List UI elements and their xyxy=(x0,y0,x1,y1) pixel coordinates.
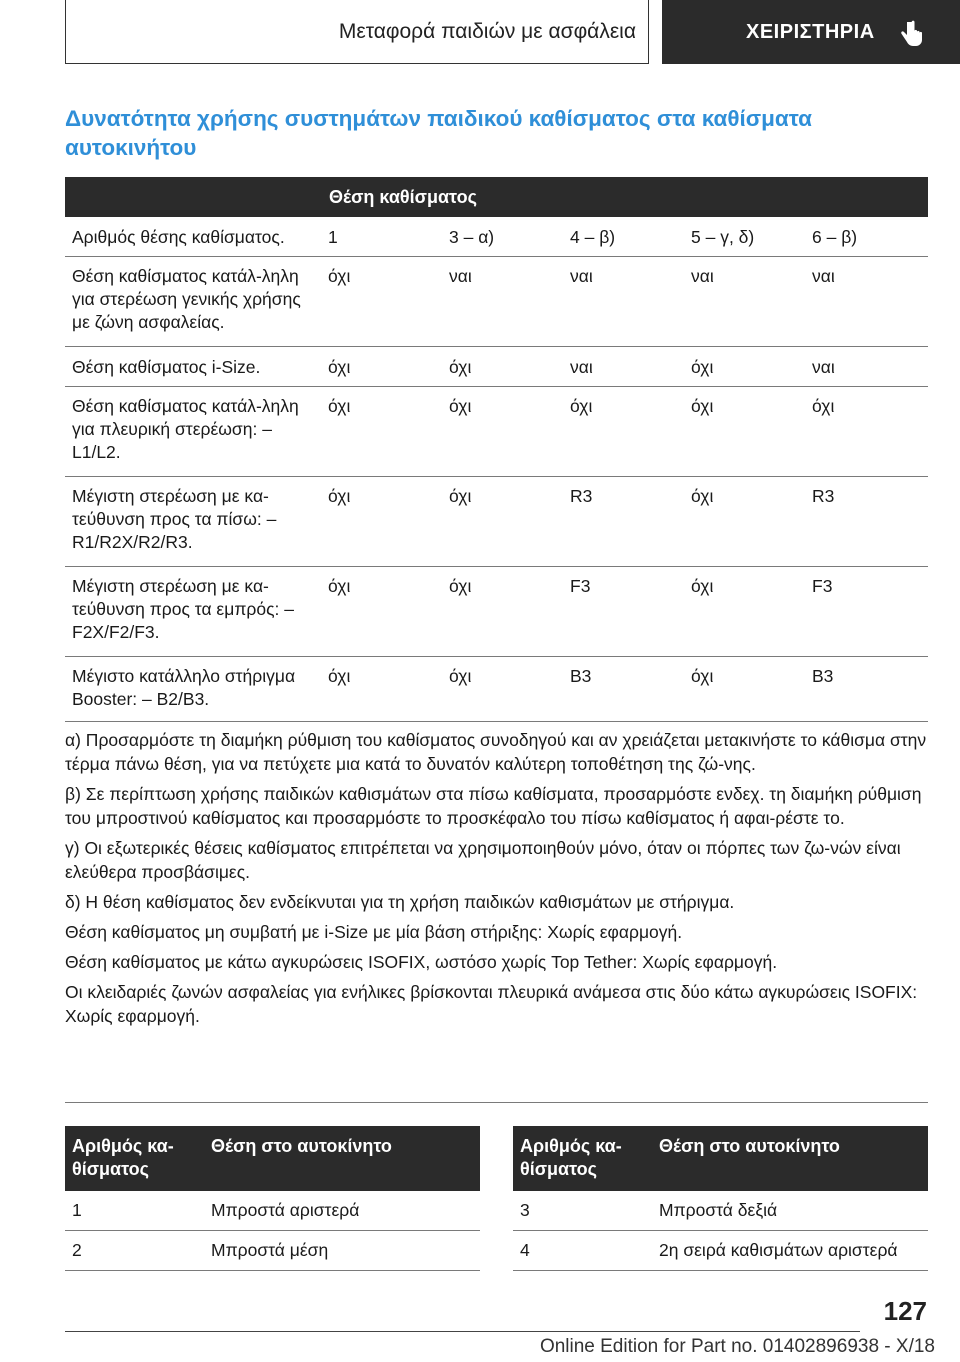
table-row xyxy=(65,657,928,722)
table-row xyxy=(65,477,928,567)
table-header xyxy=(65,1126,480,1191)
table-cell: όχι xyxy=(328,357,351,377)
col-seat-number-header: Αριθμός κα-θίσματος xyxy=(520,1136,622,1179)
table-cell: ναι xyxy=(691,266,714,286)
table-cell: όχι xyxy=(328,576,351,596)
table-cell: ναι xyxy=(570,357,593,377)
header-section xyxy=(65,0,649,64)
table-header: Θέση καθίσματος xyxy=(65,177,928,217)
note: Οι κλειδαριές ζωνών ασφαλείας για ενήλικες βρίσκονται πλευρικά ανάμεσα στις δύο κάτω αγκυρώσεις ISOFIX: Χωρίς εφαρμογή. xyxy=(65,982,918,1026)
table-cell: 2 xyxy=(72,1240,82,1260)
table-row xyxy=(65,217,928,257)
table-cell: Μπροστά δεξιά xyxy=(659,1200,778,1220)
table-row xyxy=(513,1231,928,1271)
table-cell: όχι xyxy=(691,666,714,686)
note: Θέση καθίσματος με κάτω αγκυρώσεις ISOFIX, ωστόσο χωρίς Top Tether: Χωρίς εφαρμογή. xyxy=(65,952,778,972)
table-cell: όχι xyxy=(449,396,472,416)
table-row xyxy=(65,1231,480,1271)
row-label: Θέση καθίσματος i-Size. xyxy=(72,357,261,377)
table-cell: 6 – β) xyxy=(812,227,858,247)
table-cell: όχι xyxy=(449,486,472,506)
header-chapter-label: ΧΕΙΡΙΣΤΗΡΙΑ xyxy=(746,20,875,43)
table-cell: ναι xyxy=(449,266,472,286)
divider xyxy=(65,1102,928,1103)
table-notes xyxy=(65,728,928,1034)
table-cell: F3 xyxy=(812,576,833,596)
col-position-header: Θέση στο αυτοκίνητο xyxy=(211,1136,392,1156)
table-row xyxy=(65,387,928,477)
note: γ) Οι εξωτερικές θέσεις καθίσματος επιτρέπεται να χρησιμοποιηθούν μόνο, όταν οι πόρπες των ζω-νών είναι ελεύθερα προσβάσιμες. xyxy=(65,838,901,882)
table-cell: όχι xyxy=(328,266,351,286)
row-label: Θέση καθίσματος κατάλ-ληλη για πλευρική στερέωση: – L1/L2. xyxy=(72,396,299,462)
note: δ) Η θέση καθίσματος δεν ενδείκνυται για τη χρήση παιδικών καθισμάτων με στήριγμα. xyxy=(65,892,735,912)
header-chapter xyxy=(662,0,960,64)
table-row xyxy=(65,1191,480,1231)
footer-edition: Online Edition for Part no. 01402896938 - X/18 xyxy=(539,1336,935,1357)
note: β) Σε περίπτωση χρήσης παιδικών καθισμάτων στα πίσω καθίσματα, προσαρμόστε ενδεχ. τη διαμήκη ρύθμιση του μπροστινού καθίσματος και προσαρμόστε το προσκέφαλο του πίσω καθίσματος ή αφαι-ρέστε το. xyxy=(65,784,922,828)
table-cell: ναι xyxy=(812,357,835,377)
table-cell: Μπροστά μέση xyxy=(211,1240,329,1260)
footer-divider xyxy=(65,1331,860,1332)
table-cell: 1 xyxy=(72,1200,82,1220)
seat-position-table-left xyxy=(65,1126,480,1271)
header-section-label: Μεταφορά παιδιών με ασφάλεια xyxy=(338,19,636,43)
row-label: Θέση καθίσματος κατάλ-ληλη για στερέωση γενικής χρήσης με ζώνη ασφαλείας. xyxy=(72,266,301,332)
table-cell: όχι xyxy=(691,396,714,416)
table-cell: όχι xyxy=(449,666,472,686)
table-cell: 2η σειρά καθισμάτων αριστερά xyxy=(659,1240,898,1260)
page-number: 127 xyxy=(883,1296,927,1326)
table-cell: 5 – γ, δ) xyxy=(691,227,755,247)
seat-position-table-right xyxy=(513,1126,928,1271)
table-row xyxy=(65,567,928,657)
table-row xyxy=(65,257,928,347)
hand-pointer-icon xyxy=(898,20,924,48)
note: Θέση καθίσματος μη συμβατή με i-Size με μία βάση στήριξης: Χωρίς εφαρμογή. xyxy=(65,922,683,942)
row-label: Μέγιστη στερέωση με κα-τεύθυνση προς τα πίσω: – R1/R2X/R2/R3. xyxy=(72,486,277,552)
table-cell: όχι xyxy=(449,357,472,377)
table-cell: όχι xyxy=(328,396,351,416)
table-cell: 4 xyxy=(520,1240,530,1260)
table-cell: 3 xyxy=(520,1200,530,1220)
table-cell: ναι xyxy=(570,266,593,286)
row-label: Αριθμός θέσης καθίσματος. xyxy=(72,227,285,247)
table-header xyxy=(513,1126,928,1191)
table-cell: 3 – α) xyxy=(449,227,495,247)
table-cell: R3 xyxy=(812,486,835,506)
table-cell: όχι xyxy=(691,486,714,506)
row-label: Μέγιστη στερέωση με κα-τεύθυνση προς τα εμπρός: – F2X/F2/F3. xyxy=(72,576,294,642)
table-cell: όχι xyxy=(691,357,714,377)
table-cell: 1 xyxy=(328,227,338,247)
table-row xyxy=(65,347,928,387)
table-cell: όχι xyxy=(691,576,714,596)
table-cell: Μπροστά αριστερά xyxy=(211,1200,360,1220)
col-seat-number-header: Αριθμός κα-θίσματος xyxy=(72,1136,174,1179)
table-cell: όχι xyxy=(812,396,835,416)
table-cell: R3 xyxy=(570,486,593,506)
table-cell: όχι xyxy=(328,666,351,686)
table-cell: ναι xyxy=(812,266,835,286)
table-cell: B3 xyxy=(812,666,834,686)
table-cell: όχι xyxy=(570,396,593,416)
page-title: Δυνατότητα χρήσης συστημάτων παιδικού καθίσματος στα καθίσματα αυτοκινήτου xyxy=(65,106,812,160)
seat-compatibility-table xyxy=(65,177,928,722)
table-cell: B3 xyxy=(570,666,592,686)
row-label: Μέγιστο κατάλληλο στήριγμα Booster: – B2/B3. xyxy=(72,666,296,709)
table-cell: 4 – β) xyxy=(570,227,616,247)
col-position-header: Θέση στο αυτοκίνητο xyxy=(659,1136,840,1156)
table-cell: όχι xyxy=(449,576,472,596)
table-cell: F3 xyxy=(570,576,591,596)
table-cell: όχι xyxy=(328,486,351,506)
note: α) Προσαρμόστε τη διαμήκη ρύθμιση του καθίσματος συνοδηγού και αν χρειάζεται μετακινήστε το κάθισμα στην τέρμα πάνω θέση, για να πετύχετε μια κατά το δυνατόν καλύτερη τοποθέτηση της ζώ-νης. xyxy=(65,730,927,774)
table-row xyxy=(513,1191,928,1231)
